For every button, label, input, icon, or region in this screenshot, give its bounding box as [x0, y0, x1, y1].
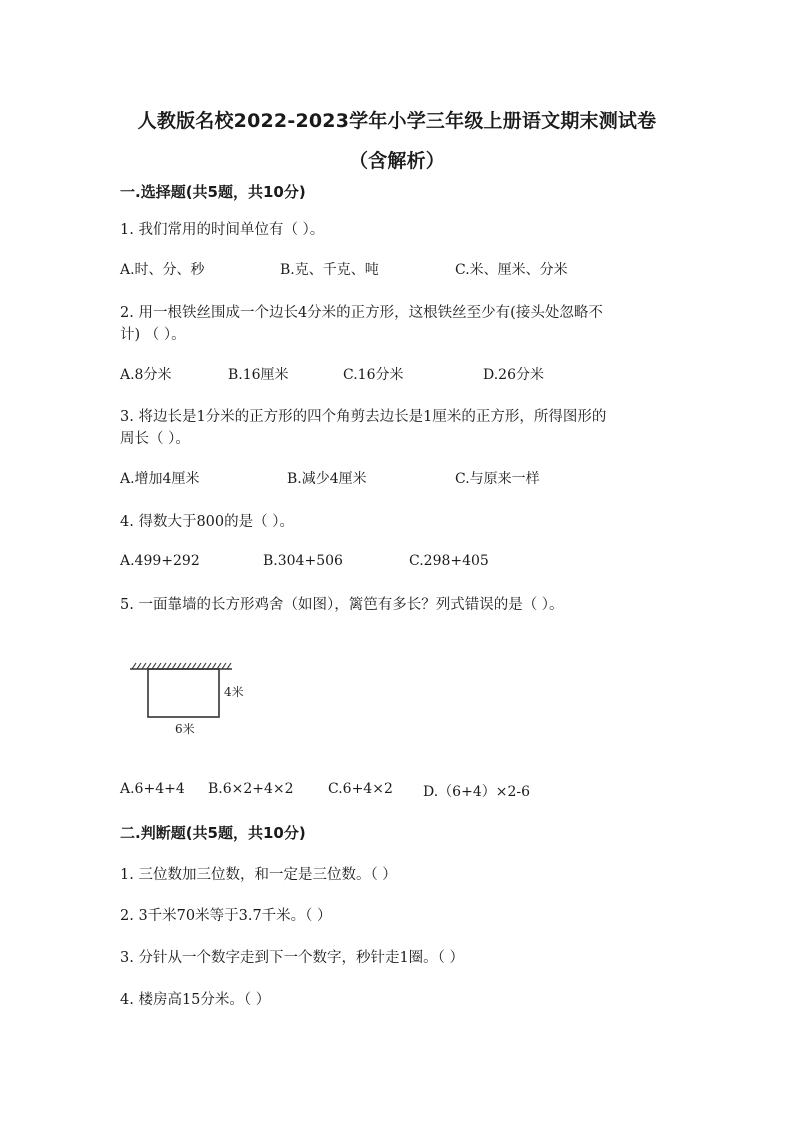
judgment-item-1: 1. 三位数加三位数，和一定是三位数。（ ） — [120, 867, 397, 883]
option-d: D.26分米 — [483, 367, 544, 383]
option-a: A.时、分、秒 — [120, 262, 205, 278]
question-3-text-line2: 周长（ ）。 — [120, 431, 190, 447]
option-c: C.与原来一样 — [455, 471, 540, 487]
exam-subtitle: （含解析） — [348, 150, 445, 172]
option-a: A.499+292 — [120, 553, 200, 569]
option-b: B.减少4厘米 — [287, 471, 367, 487]
chicken-coop-figure — [128, 658, 248, 742]
option-c: C.16分米 — [343, 367, 404, 383]
side-length-label: 4米 — [224, 685, 244, 699]
option-a: A.6+4+4 — [120, 781, 185, 797]
section-2-heading: 二.判断题(共5题，共10分) — [120, 824, 306, 842]
option-b: B.克、千克、吨 — [280, 262, 379, 278]
question-2-text-line1: 2. 用一根铁丝围成一个边长4分米的正方形，这根铁丝至少有(接头处忽略不 — [120, 305, 603, 321]
option-c: C.米、厘米、分米 — [455, 262, 568, 278]
option-b: B.304+506 — [263, 553, 343, 569]
coop-rectangle — [148, 669, 219, 717]
judgment-item-4: 4. 楼房高15分米。（ ） — [120, 992, 271, 1008]
option-b: B.16厘米 — [228, 367, 289, 383]
judgment-item-2: 2. 3千米70米等于3.7千米。（ ） — [120, 908, 332, 924]
option-d: D.（6+4）×2-6 — [423, 784, 530, 800]
question-1-text: 1. 我们常用的时间单位有（ ）。 — [120, 222, 325, 238]
option-b: B.6×2+4×2 — [208, 781, 294, 797]
question-2-text-line2: 计) （ ）。 — [120, 327, 186, 343]
exam-title: 人教版名校2022-2023学年小学三年级上册语文期末测试卷 — [137, 110, 657, 132]
option-a: A.8分米 — [120, 367, 172, 383]
bottom-length-label: 6米 — [175, 722, 195, 736]
question-3-text-line1: 3. 将边长是1分米的正方形的四个角剪去边长是1厘米的正方形，所得图形的 — [120, 409, 607, 425]
section-1-heading: 一.选择题(共5题，共10分) — [120, 183, 306, 201]
option-c: C.298+405 — [409, 553, 489, 569]
question-5-text: 5. 一面靠墙的长方形鸡舍（如图），篱笆有多长？列式错误的是（ ）。 — [120, 597, 564, 613]
question-4-text: 4. 得数大于800的是（ ）。 — [120, 514, 294, 530]
option-a: A.增加4厘米 — [120, 471, 200, 487]
option-c: C.6+4×2 — [328, 781, 393, 797]
wall-hatching — [130, 663, 232, 669]
judgment-item-3: 3. 分针从一个数字走到下一个数字，秒针走1圈。（ ） — [120, 950, 465, 966]
